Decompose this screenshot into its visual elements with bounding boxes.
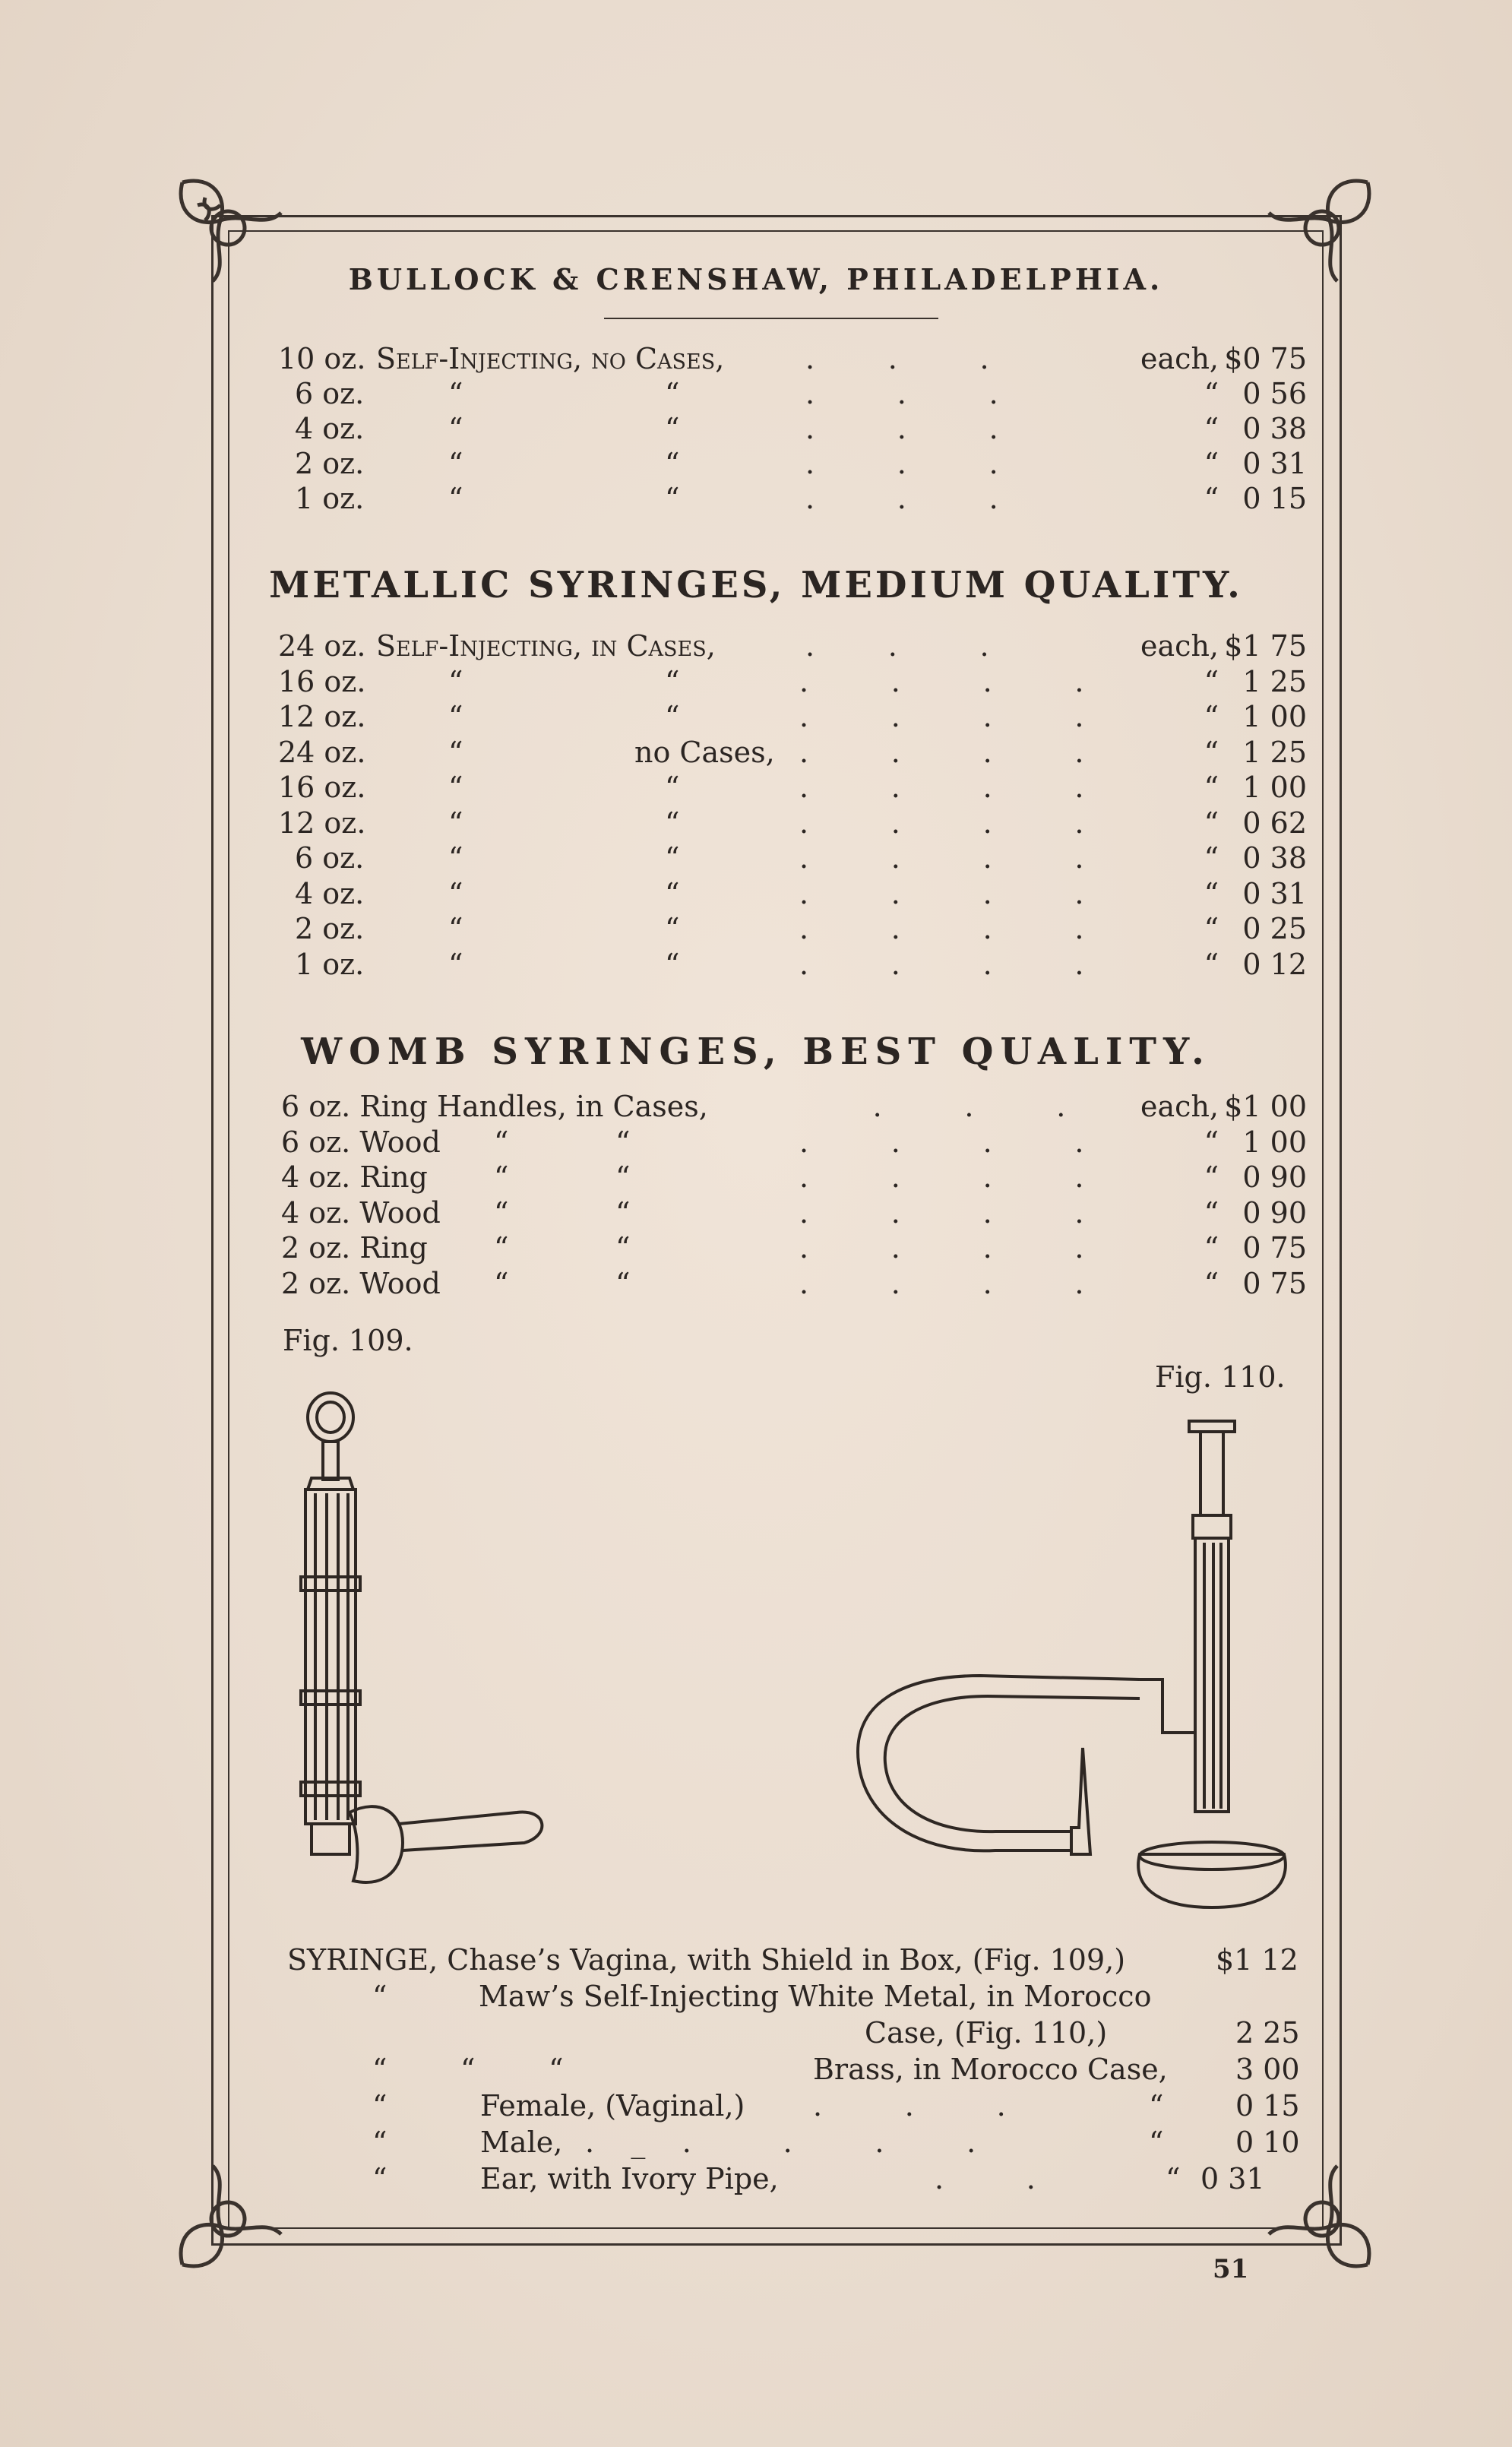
leader-dots: . . . . bbox=[799, 1160, 1084, 1194]
price: 0 31 bbox=[1200, 2162, 1265, 2195]
leader-dots: . . . . bbox=[799, 771, 1084, 804]
size-label: 4 oz. bbox=[295, 876, 365, 910]
unit-label: “ bbox=[1204, 700, 1219, 733]
ditto-mark: “ bbox=[665, 806, 680, 840]
leader-dots: . . . bbox=[813, 2089, 1006, 2123]
price-row bbox=[274, 410, 1307, 447]
leader-dots: . . . bbox=[805, 342, 989, 375]
leader-dots: . . . . bbox=[799, 912, 1084, 945]
ditto-mark: “ bbox=[494, 1125, 509, 1159]
price: 0 15 bbox=[1242, 482, 1307, 515]
bottom-line-1: SYRINGE, Chase’s Vagina, with Shield in Box, (Fig. 109,) bbox=[287, 1943, 1126, 1977]
unit-label: each, bbox=[1140, 1090, 1219, 1123]
unit-label: “ bbox=[1204, 1125, 1219, 1159]
price: 0 25 bbox=[1242, 912, 1307, 945]
size-label: 6 oz. bbox=[295, 377, 365, 410]
price-row bbox=[274, 1159, 1307, 1195]
price: 0 38 bbox=[1242, 841, 1307, 875]
price: 2 25 bbox=[1235, 2016, 1300, 2050]
leader-dots: . . . bbox=[799, 1090, 1066, 1123]
ditto-mark: “ bbox=[665, 912, 680, 945]
price: 3 00 bbox=[1235, 2053, 1300, 2086]
leader-dots: . . . . bbox=[799, 1125, 1084, 1159]
price: 1 25 bbox=[1242, 735, 1307, 769]
ditto-mark: “ bbox=[448, 806, 463, 840]
price: 1 25 bbox=[1242, 664, 1307, 698]
price: 0 31 bbox=[1242, 876, 1307, 910]
price: 0 15 bbox=[1235, 2089, 1300, 2123]
unit-label: “ bbox=[1204, 947, 1219, 981]
ditto-mark: “ bbox=[615, 1125, 631, 1159]
leader-dots: . _ . . . . bbox=[585, 2126, 976, 2159]
page-number: 51 bbox=[1213, 2254, 1249, 2284]
unit-label: “ bbox=[1204, 912, 1219, 945]
ditto-mark: “ bbox=[1204, 447, 1219, 480]
ditto-mark: “ bbox=[494, 1160, 509, 1194]
ditto-mark: “ bbox=[1166, 2162, 1181, 2195]
unit-label: “ bbox=[1204, 1195, 1219, 1230]
price-row bbox=[274, 840, 1307, 876]
syringe-illustration-fig-110 bbox=[843, 1413, 1314, 1915]
leader-dots: . . . . bbox=[799, 841, 1084, 875]
ditto-mark: “ bbox=[1149, 2126, 1164, 2159]
figure-caption-110: Fig. 110. bbox=[1155, 1360, 1286, 1394]
unit-label: “ bbox=[1204, 735, 1219, 769]
size-label: 16 oz. bbox=[278, 664, 366, 698]
price-row bbox=[274, 1230, 1307, 1266]
ditto-mark: “ bbox=[665, 771, 680, 804]
ditto-mark: “ bbox=[665, 841, 680, 875]
leader-dots: . . . bbox=[805, 447, 998, 480]
price-row bbox=[274, 663, 1307, 700]
price-row bbox=[274, 340, 1307, 377]
price-row bbox=[274, 1088, 1307, 1125]
price-row bbox=[274, 769, 1307, 806]
ditto-mark: “ bbox=[665, 947, 680, 981]
ditto-mark: “ bbox=[448, 876, 463, 910]
price: 0 56 bbox=[1242, 377, 1307, 410]
ditto-mark: “ bbox=[448, 735, 463, 769]
ditto-mark: “ bbox=[1204, 412, 1219, 445]
size-label: 24 oz. bbox=[278, 735, 366, 769]
ditto-mark: “ bbox=[448, 771, 463, 804]
price-row bbox=[274, 1195, 1307, 1231]
ditto-mark: “ bbox=[665, 482, 680, 515]
unit-label: “ bbox=[1204, 1160, 1219, 1194]
description: 6 oz. Ring Handles, in Cases, bbox=[281, 1090, 708, 1123]
price-row bbox=[274, 805, 1307, 841]
syringe-illustration-fig-109 bbox=[289, 1387, 562, 1919]
ditto-mark: “ bbox=[615, 1160, 631, 1194]
ditto-mark: “ bbox=[448, 377, 463, 410]
unit-label: each, bbox=[1140, 342, 1219, 375]
price-row bbox=[274, 698, 1307, 735]
price: 0 90 bbox=[1242, 1160, 1307, 1194]
size-label: 2 oz. bbox=[295, 912, 365, 945]
unit-label: “ bbox=[1204, 876, 1219, 910]
leader-dots: . . . bbox=[805, 412, 998, 445]
ditto-mark: “ bbox=[448, 841, 463, 875]
price: $1 12 bbox=[1216, 1943, 1298, 1977]
bottom-line-7: Ear, with Ivory Pipe, bbox=[480, 2162, 779, 2195]
ditto-mark: “ bbox=[372, 2089, 387, 2123]
corner-ornament-bottom-left bbox=[167, 2151, 296, 2280]
price: $0 75 bbox=[1224, 342, 1307, 375]
size-label: 12 oz. bbox=[278, 806, 366, 840]
ditto-mark: “ bbox=[372, 1980, 387, 2013]
bottom-line-3: Case, (Fig. 110,) bbox=[865, 2016, 1108, 2050]
size-label: 10 oz. bbox=[278, 342, 366, 375]
ditto-mark: no Cases, bbox=[634, 735, 775, 769]
description: 4 oz. Wood bbox=[281, 1195, 441, 1230]
ditto-mark: “ bbox=[448, 664, 463, 698]
bottom-line-6: Male, bbox=[480, 2126, 563, 2159]
ditto-marks: “ “ “ bbox=[372, 2053, 564, 2086]
ditto-mark: “ bbox=[615, 1195, 631, 1230]
leader-dots: . . . bbox=[805, 482, 998, 515]
unit-label: “ bbox=[1204, 664, 1219, 698]
section-title-metallic: METALLIC SYRINGES, MEDIUM QUALITY. bbox=[269, 564, 1243, 606]
size-label: 12 oz. bbox=[278, 700, 366, 733]
unit-label: “ bbox=[1204, 1231, 1219, 1265]
ditto-mark: “ bbox=[494, 1231, 509, 1265]
ditto-mark: “ bbox=[448, 912, 463, 945]
ditto-mark: “ bbox=[372, 2162, 387, 2195]
description: 2 oz. Wood bbox=[281, 1266, 441, 1300]
description: Self-Injecting, in Cases, bbox=[376, 629, 716, 663]
leader-dots: . . . . bbox=[799, 735, 1084, 769]
ditto-mark: “ bbox=[665, 447, 680, 480]
price: 1 00 bbox=[1242, 771, 1307, 804]
size-label: 2 oz. bbox=[295, 447, 365, 480]
price-row bbox=[274, 946, 1307, 983]
price-row bbox=[274, 445, 1307, 482]
price: 0 90 bbox=[1242, 1195, 1307, 1230]
leader-dots: . . . . bbox=[799, 1231, 1084, 1265]
price: $1 00 bbox=[1224, 1090, 1307, 1123]
price-row bbox=[274, 628, 1307, 664]
price-row bbox=[274, 734, 1307, 771]
leader-dots: . . . . bbox=[799, 664, 1084, 698]
ditto-mark: “ bbox=[448, 447, 463, 480]
price: 0 38 bbox=[1242, 412, 1307, 445]
ditto-mark: “ bbox=[665, 664, 680, 698]
ditto-mark: “ bbox=[494, 1195, 509, 1230]
ditto-mark: “ bbox=[448, 700, 463, 733]
ditto-mark: “ bbox=[665, 377, 680, 410]
leader-dots: . . . bbox=[805, 629, 989, 663]
ditto-mark: “ bbox=[448, 482, 463, 515]
price-row bbox=[274, 480, 1307, 517]
size-label: 4 oz. bbox=[295, 412, 365, 445]
size-label: 1 oz. bbox=[295, 482, 365, 515]
leader-dots: . . . . bbox=[799, 876, 1084, 910]
description: 6 oz. Wood bbox=[281, 1125, 441, 1159]
price: 0 75 bbox=[1242, 1231, 1307, 1265]
section-title-womb: WOMB SYRINGES, BEST QUALITY. bbox=[301, 1030, 1211, 1073]
leader-dots: . . bbox=[935, 2162, 1036, 2195]
ditto-mark: “ bbox=[665, 700, 680, 733]
description: Self-Injecting, no Cases, bbox=[376, 342, 725, 375]
leader-dots: . . . . bbox=[799, 700, 1084, 733]
unit-label: “ bbox=[1204, 841, 1219, 875]
size-label: 24 oz. bbox=[278, 629, 366, 663]
price: 1 00 bbox=[1242, 700, 1307, 733]
unit-label: “ bbox=[1204, 771, 1219, 804]
leader-dots: . . . bbox=[805, 377, 998, 410]
ditto-mark: “ bbox=[494, 1266, 509, 1300]
leader-dots: . . . . bbox=[799, 1195, 1084, 1230]
bottom-line-2: Maw’s Self-Injecting White Metal, in Morocco bbox=[479, 1980, 1152, 2013]
ditto-mark: “ bbox=[1149, 2089, 1164, 2123]
price-row bbox=[274, 1124, 1307, 1160]
price: 1 00 bbox=[1242, 1125, 1307, 1159]
ditto-mark: “ bbox=[665, 412, 680, 445]
ditto-mark: “ bbox=[665, 876, 680, 910]
ditto-mark: “ bbox=[448, 412, 463, 445]
size-label: 16 oz. bbox=[278, 771, 366, 804]
description: 4 oz. Ring bbox=[281, 1160, 428, 1194]
ditto-mark: “ bbox=[372, 2126, 387, 2159]
leader-dots: . . . . bbox=[799, 947, 1084, 981]
description: 2 oz. Ring bbox=[281, 1231, 428, 1265]
price: 0 62 bbox=[1242, 806, 1307, 840]
page-header: BULLOCK & CRENSHAW, PHILADELPHIA. bbox=[348, 262, 1164, 296]
corner-ornament-bottom-right bbox=[1254, 2151, 1383, 2280]
ditto-mark: “ bbox=[1204, 377, 1219, 410]
price: 0 31 bbox=[1242, 447, 1307, 480]
price: $1 75 bbox=[1224, 629, 1307, 663]
size-label: 6 oz. bbox=[295, 841, 365, 875]
size-label: 1 oz. bbox=[295, 947, 365, 981]
price-row bbox=[274, 910, 1307, 947]
unit-label: each, bbox=[1140, 629, 1219, 663]
price-row bbox=[274, 375, 1307, 412]
price: 0 10 bbox=[1235, 2126, 1300, 2159]
price: 0 75 bbox=[1242, 1266, 1307, 1300]
bottom-line-4: Brass, in Morocco Case, bbox=[813, 2053, 1168, 2086]
bottom-line-5: Female, (Vaginal,) bbox=[480, 2089, 745, 2123]
header-rule bbox=[604, 318, 938, 319]
ditto-mark: “ bbox=[615, 1266, 631, 1300]
unit-label: “ bbox=[1204, 1266, 1219, 1300]
price-row bbox=[274, 1265, 1307, 1302]
ditto-mark: “ bbox=[1204, 482, 1219, 515]
price-row bbox=[274, 875, 1307, 912]
ditto-mark: “ bbox=[615, 1231, 631, 1265]
price: 0 12 bbox=[1242, 947, 1307, 981]
ditto-mark: “ bbox=[448, 947, 463, 981]
leader-dots: . . . . bbox=[799, 806, 1084, 840]
leader-dots: . . . . bbox=[799, 1266, 1084, 1300]
figure-caption-109: Fig. 109. bbox=[283, 1324, 413, 1357]
unit-label: “ bbox=[1204, 806, 1219, 840]
